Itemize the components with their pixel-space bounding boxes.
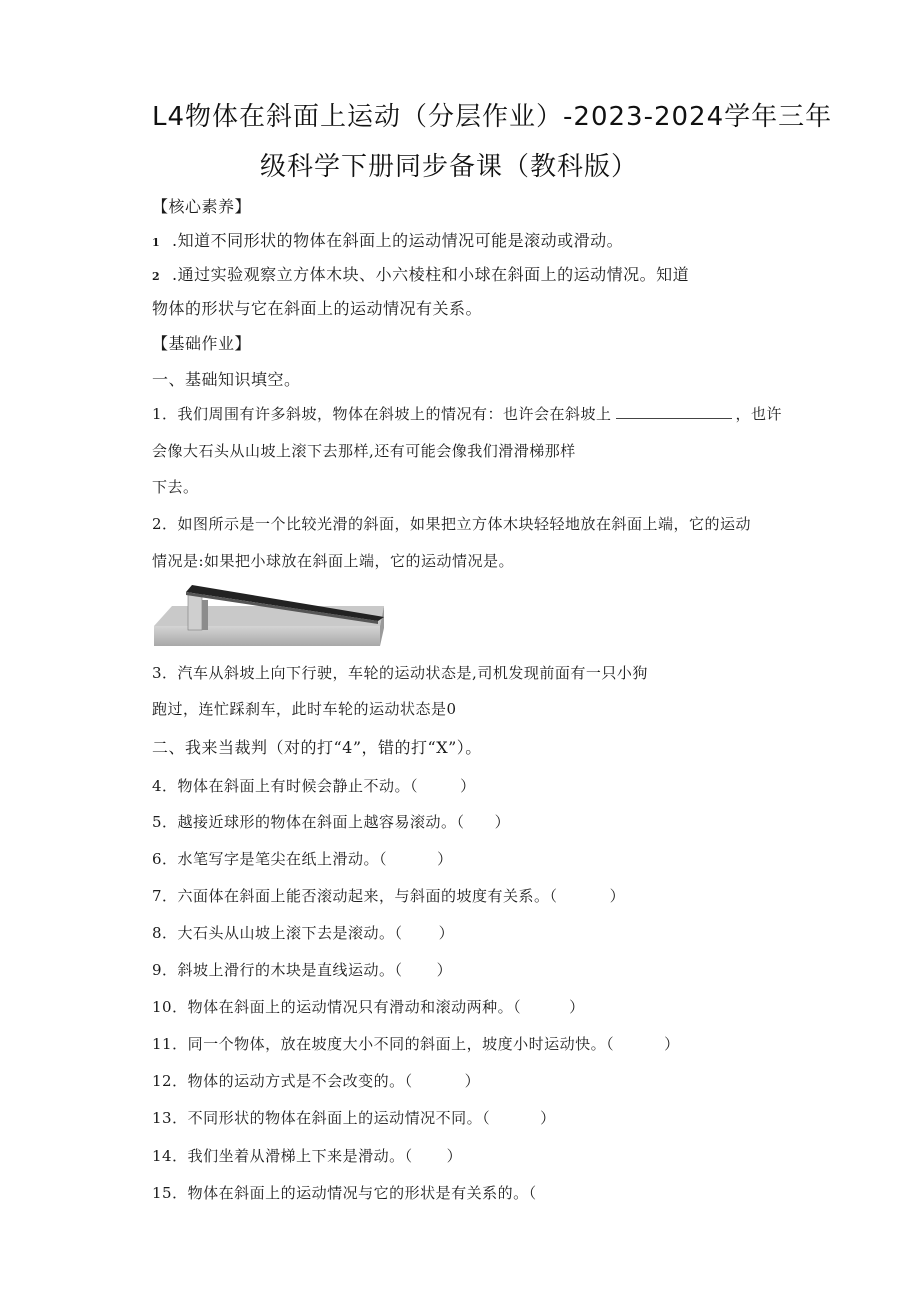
judge-num: 10 (152, 998, 173, 1016)
judge-item (152, 1182, 557, 1203)
question-1-line2: 会像大石头从山坡上滚下去那样,还有可能会像我们滑滑梯那样 (152, 442, 576, 460)
judge-close: ） (437, 850, 453, 868)
judge-close: ） (494, 813, 511, 831)
core-item-num: 2 (152, 270, 161, 283)
doc-title-line1: L4物体在斜面上运动（分层作业）-2023-2024学年三年 (152, 102, 833, 132)
judge-item (152, 922, 454, 943)
judge-close: ） (436, 961, 453, 979)
judge-close: ） (438, 924, 455, 942)
judge-text: ．水笔写字是笔尖在纸上滑动。（ (162, 850, 388, 868)
answer-blank[interactable] (616, 404, 732, 419)
judge-item (152, 1107, 556, 1128)
judge-text: ．物体的运动方式是不会改变的。（ (172, 1072, 413, 1090)
judge-num: 6 (152, 850, 163, 868)
question-3-line2: 跑过，连忙踩刹车，此时车轮的运动状态是0 (152, 700, 457, 718)
judge-text: ．越接近球形的物体在斜面上越容易滚动。（ (162, 813, 465, 831)
section-2-heading: 二、我来当裁判（对的打“4”，错的打“X”）。 (152, 738, 482, 757)
judge-item (152, 959, 452, 980)
judge-text: ．斜坡上滑行的木块是直线运动。（ (162, 961, 403, 979)
judge-num: 11 (152, 1035, 173, 1053)
judge-text: ．不同形状的物体在斜面上的运动情况不同。（ (172, 1109, 491, 1127)
judge-text: ．物体在斜面上的运动情况只有滑动和滚动两种。（ (172, 998, 522, 1016)
judge-num: 13 (152, 1109, 173, 1127)
judge-num: 4 (152, 777, 163, 795)
support-block (188, 594, 202, 630)
judge-num: 8 (152, 924, 163, 942)
core-item-2 (152, 262, 689, 285)
judge-close: ） (464, 1072, 481, 1090)
core-item-text: .知道不同形状的物体在斜面上的运动情况可能是滚动或滑动。 (172, 231, 624, 250)
judge-item (152, 1145, 462, 1166)
judge-item (152, 996, 585, 1017)
judge-num: 9 (152, 961, 163, 979)
judge-text: ．大石头从山坡上滚下去是滚动。（ (162, 924, 403, 942)
judge-close: ） (446, 1147, 463, 1165)
judge-item (152, 848, 453, 869)
judge-num: 7 (152, 887, 163, 905)
judge-num: 12 (152, 1072, 173, 1090)
question-1-text-b: ，也许 (735, 405, 783, 423)
support-block-side (202, 600, 208, 630)
judge-num: 15 (152, 1184, 173, 1202)
question-3-line1: 3．汽车从斜坡上向下行驶，车轮的运动状态是,司机发现前面有一只小狗 (152, 664, 648, 682)
judge-close: ） (540, 1109, 556, 1127)
judge-num: 14 (152, 1147, 173, 1165)
judge-close: ） (460, 777, 476, 795)
section-1-heading: 一、基础知识填空。 (152, 370, 301, 389)
core-item-2-cont: 物体的形状与它在斜面上的运动情况有关系。 (152, 299, 483, 318)
judge-item (152, 1033, 680, 1054)
judge-close: ） (569, 998, 585, 1016)
judge-text: ．我们坐着从滑梯上下来是滑动。（ (172, 1147, 413, 1165)
judge-close: ） (664, 1035, 680, 1053)
judge-num: 5 (152, 813, 163, 831)
judge-item (152, 885, 625, 906)
judge-close: ） (609, 887, 626, 905)
question-1-text-a: 1．我们周围有许多斜坡，物体在斜坡上的情况有：也许会在斜坡上 (152, 405, 612, 423)
question-1-line1 (152, 403, 782, 424)
judge-text: ．六面体在斜面上能否滚动起来，与斜面的坡度有关系。（ (162, 887, 558, 905)
inclined-plane-figure (152, 580, 384, 650)
judge-text: ．同一个物体，放在坡度大小不同的斜面上，坡度小时运动快。（ (172, 1035, 615, 1053)
core-heading: 【核心素养】 (152, 197, 252, 216)
judge-text: ．物体在斜面上有时候会静止不动。（ (162, 777, 419, 795)
question-2-line1: 2．如图所示是一个比较光滑的斜面，如果把立方体木块轻轻地放在斜面上端，它的运动 (152, 515, 752, 533)
question-2-line2: 情况是:如果把小球放在斜面上端，它的运动情况是。 (152, 552, 515, 570)
core-item-num: 1 (152, 236, 161, 249)
question-1-line3: 下去。 (152, 478, 199, 496)
core-item-text: .通过实验观察立方体木块、小六棱柱和小球在斜面上的运动情况。知道 (172, 265, 690, 284)
judge-text: ．物体在斜面上的运动情况与它的形状是有关系的。（ (172, 1184, 537, 1202)
judge-item (152, 811, 510, 832)
judge-item (152, 775, 476, 796)
judge-item (152, 1070, 480, 1091)
basic-heading: 【基础作业】 (152, 334, 252, 353)
core-item-1 (152, 228, 623, 251)
doc-title-line2: 级科学下册同步备课（教科版） (260, 152, 639, 182)
